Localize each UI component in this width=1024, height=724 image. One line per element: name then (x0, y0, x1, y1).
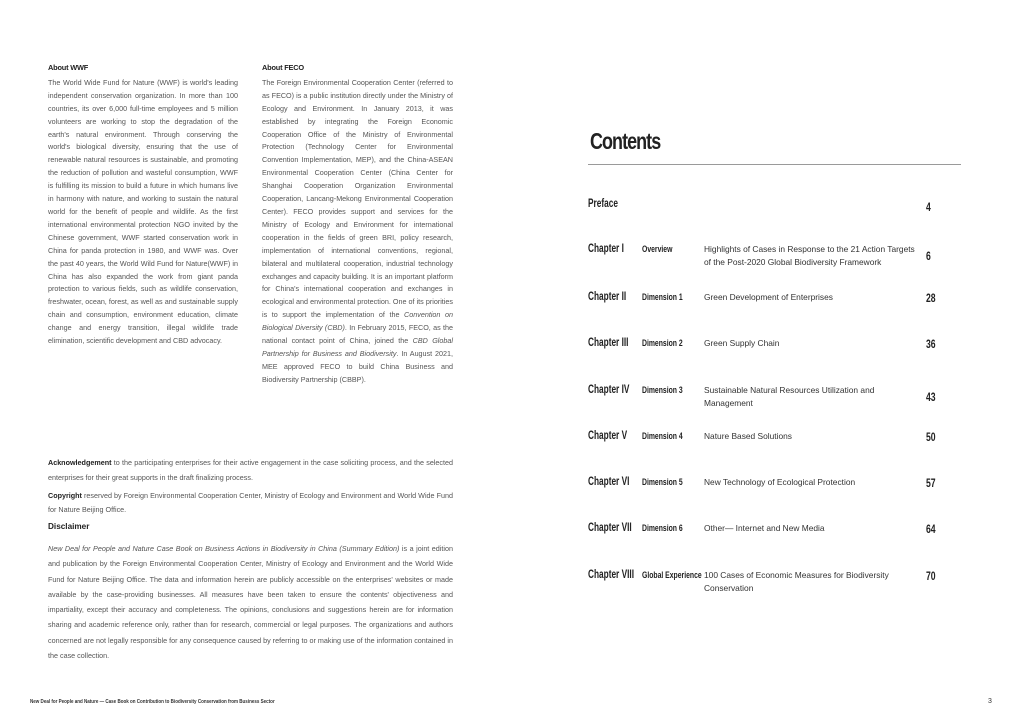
toc-chapter-label: Chapter IV (588, 384, 630, 396)
toc-dimension-label: Dimension 5 (642, 477, 683, 488)
acknowledgement-text: to the participating enterprises for their active engagement in the case soliciting process, and the selected enterprises for their great supports in the draft finalizing process. (48, 458, 453, 482)
toc-chapter-label: Chapter I (588, 243, 624, 255)
about-wwf-text: The World Wide Fund for Nature (WWF) is world's leading independent conservation organization. In more than 100 countries, its over 6,000 full-time employees and 5 million volunteers are working to stop the degradation of the earth's natural environment. Through conserving the world's biological diversity, ensuring that the use of renewable natural resources is sustainable, and promoting the reduction of pollution and wasteful consumption, WWF is fulfilling its mission to build a future in which humans live in harmony with nature, and working to sustain the natural world for the benefit of people and wildlife. As the first international environmental protection NGO invited by the Chinese government, WWF started conservation work in China for panda protection in 1980, and WWF was. Over the past 40 years, the World Wild Fund for Nature(WWF) in China has also expanded the work from giant panda protection to various fields, such as wildlife conservation, freshwater, ocean, forest, as well as and sustainable supply chain and consumption, environment education, climate change and energy transition, illegal wildlife trade elimination, scientific development and CBD advocacy. (48, 77, 238, 346)
toc-chapter-title: Highlights of Cases in Response to the 21 Action Targets of the Post-2020 Global Biodiversity Framework (704, 244, 915, 267)
toc-page-number: 43 (926, 390, 936, 404)
toc-chapter-label: Chapter V (588, 430, 628, 442)
acknowledgement-section (48, 456, 453, 518)
toc-chapter-title: Other— Internet and New Media (704, 523, 825, 533)
about-feco-section (262, 62, 453, 387)
toc-page-number: 57 (926, 476, 936, 490)
cbd-title: Convention on Biological Diversity (CBD) (262, 310, 453, 333)
acknowledgement-label: Acknowledgement (48, 458, 112, 467)
toc-chapter-title: New Technology of Ecological Protection (704, 477, 856, 487)
about-wwf-heading: About WWF (48, 63, 89, 72)
toc-dimension-label: Global Experience (642, 570, 702, 581)
about-feco-text (262, 77, 453, 387)
toc-chapter-label: Chapter VI (588, 476, 630, 488)
footer-running-title: New Deal for People and Nature — Case Book on Contribution to Biodiversity Conservation from Business Sector (30, 699, 275, 705)
toc-dimension-label: Dimension 1 (642, 292, 683, 303)
about-feco-text-1: The Foreign Environmental Cooperation Center (referred to as FECO) is a public institution directly under the Ministry of Ecology and Environment. In January 2013, it was established by integrating the Foreign Economic Cooperation Office of the Ministry of Environmental Protection (Technology Center for Environmental Convention Implementation, MEP), and the China-ASEAN Environmental Cooperation Center (China Center for Shanghai Cooperation Organization Environmental Cooperation, Lancang-Mekong Environmental Cooperation Center). FECO provides support and services for the Ministry of Ecology and Environment for international cooperation in the fields of green BRI, policy research, implementation of international conventions, regional, bilateral and multilateral cooperation, industrial technology exchanges and capacity building. It is an important platform for China's international cooperation and exchanges in ecological and environmental protection. One of its priorities is to support the implementation of the (262, 77, 453, 320)
toc-page-number: 50 (926, 430, 936, 444)
copyright-text: reserved by Foreign Environmental Cooperation Center, Ministry of Ecology and Environment and World Wide Fund for Nature Beijing Office. (48, 490, 453, 515)
copyright-label: Copyright (48, 490, 82, 500)
toc-chapter-label: Chapter VIII (588, 569, 635, 581)
toc-chapter-title: Green Supply Chain (704, 338, 780, 348)
toc-dimension-label: Dimension 4 (642, 431, 683, 442)
toc-chapter-label: Chapter III (588, 337, 629, 349)
disclaimer-title: Disclaimer (48, 522, 90, 531)
toc-chapter-title: 100 Cases of Economic Measures for Biodiversity Conservation (704, 570, 889, 593)
toc-chapter-title: Sustainable Natural Resources Utilization and Management (704, 385, 875, 408)
contents-divider (588, 164, 961, 165)
toc-dimension-label: Dimension 3 (642, 385, 683, 396)
toc-page-number: 70 (926, 569, 936, 583)
footer-page-number: 3 (988, 698, 992, 705)
toc-dimension-label: Dimension 2 (642, 338, 683, 349)
toc-chapter-title: Nature Based Solutions (704, 431, 792, 441)
contents-title: Contents (590, 128, 661, 154)
toc-page-number: 28 (926, 291, 936, 305)
toc-page-number: 64 (926, 522, 936, 536)
disclaimer-text (48, 541, 453, 663)
acknowledgement-paragraph (48, 456, 453, 486)
disclaimer-book-title: New Deal for People and Nature Case Book on Business Actions in Biodiversity in China (Summary Edition) (48, 544, 400, 553)
toc-page-number: 6 (926, 249, 931, 263)
about-feco-text-3: . In August 2021, MEE approved FECO to build China Business and Biodiversity Partnership (CBBP). (262, 348, 453, 384)
about-wwf-section (48, 62, 238, 348)
toc-chapter-label: Preface (588, 198, 618, 210)
cbd-partnership-title: CBD Global Partnership for Business and Biodiversity (262, 336, 453, 358)
copyright-paragraph (48, 489, 453, 519)
about-feco-heading: About FECO (262, 63, 304, 72)
toc-dimension-label: Dimension 6 (642, 523, 683, 534)
toc-page-number: 36 (926, 337, 936, 351)
toc-dimension-label: Overview (642, 244, 673, 255)
disclaimer-body: is a joint edition and publication by the Foreign Environmental Cooperation Center, Ministry of Ecology and Environment and the World Wide Fund for Nature Beijing Office. The data and information herein are publicly accessible on the enterprises' websites or made available by the case-providing businesses. All measures have been taken to ensure the contents' objectiveness and impartiality, except their accuracy and completeness. The opinions, conclusions and suggestions herein are for information sharing and academic reference only, rather than for research, commercial or legal purposes. The organizations and authors concerned are not legally responsible for any consequence caused by referring to or making use of the information contained in the case collection. (48, 544, 453, 661)
toc-chapter-label: Chapter II (588, 291, 627, 303)
about-feco-text-2: . In February 2015, FECO, as the national contact point of China, joined the (262, 323, 453, 346)
toc-chapter-title: Green Development of Enterprises (704, 292, 833, 302)
toc-chapter-label: Chapter VII (588, 522, 632, 534)
toc-page-number: 4 (926, 200, 931, 214)
